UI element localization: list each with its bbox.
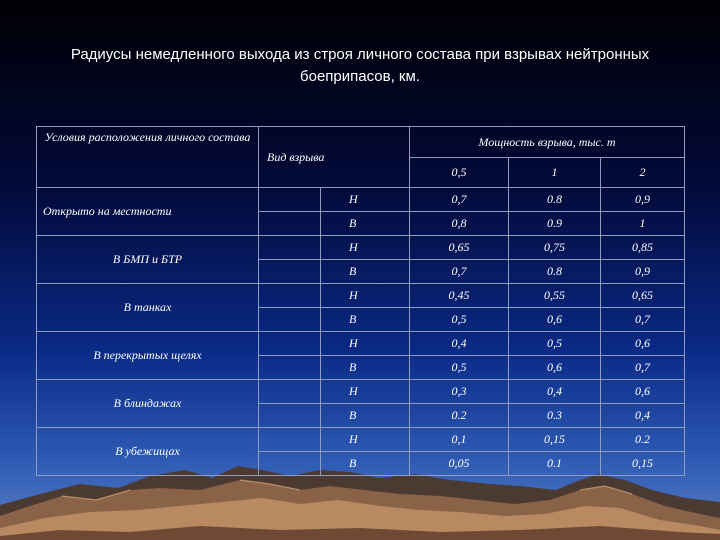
condition-bmp-btr: В БМП и БТР [37,236,259,284]
table-row [37,236,685,260]
value-cell: 0,7 [410,188,509,212]
value-cell: 0.1 [509,452,601,476]
radius-table [36,126,685,476]
table-row [37,332,685,356]
condition-shelters: В убежищах [37,428,259,476]
slide-title [30,44,690,88]
header-explosion-type: Вид взрыва [259,127,410,188]
value-cell: 0,05 [410,452,509,476]
value-cell: 0.8 [509,260,601,284]
table-row [37,428,685,452]
value-cell: 0,65 [601,284,685,308]
value-cell: 0.9 [509,212,601,236]
explosion-type-cell: В [321,212,410,236]
slide-title-line1: Радиусы немедленного выхода из строя личного состава при взрывах нейтронных [70,46,650,63]
value-cell: 0,6 [509,308,601,332]
value-cell: 0,75 [509,236,601,260]
value-cell: 0,6 [601,332,685,356]
condition-dugouts: В блиндажах [37,380,259,428]
explosion-type-cell: В [321,356,410,380]
value-cell: 0,8 [410,212,509,236]
value-cell: 1 [601,212,685,236]
value-cell: 0,85 [601,236,685,260]
table-row [37,380,685,404]
condition-covered-trenches: В перекрытых щелях [37,332,259,380]
value-cell: 0,5 [410,308,509,332]
value-cell: 0,4 [410,332,509,356]
table-row [37,188,685,212]
header-yield-2: 2 [601,158,685,188]
explosion-type-cell: Н [321,428,410,452]
explosion-type-cell: В [321,404,410,428]
value-cell: 0,65 [410,236,509,260]
condition-open-terrain: Открыто на местности [37,188,259,236]
header-power: Мощность взрыва, тыс. т [410,127,685,158]
value-cell: 0,6 [509,356,601,380]
explosion-type-cell: Н [321,332,410,356]
value-cell: 0,6 [601,380,685,404]
explosion-type-cell: В [321,452,410,476]
value-cell: 0,9 [601,260,685,284]
value-cell: 0,4 [601,404,685,428]
value-cell: 0,55 [509,284,601,308]
value-cell: 0.8 [509,188,601,212]
value-cell: 0,45 [410,284,509,308]
value-cell: 0,7 [601,356,685,380]
value-cell: 0,3 [410,380,509,404]
value-cell: 0,5 [509,332,601,356]
slide-title-line2: боеприпасов, км. [300,68,420,85]
value-cell: 0.2 [410,404,509,428]
explosion-type-cell: В [321,308,410,332]
value-cell: 0,15 [601,452,685,476]
explosion-type-cell: Н [321,188,410,212]
value-cell: 0.3 [509,404,601,428]
header-yield-1: 1 [509,158,601,188]
header-conditions: Условия расположения личного состава [37,127,259,188]
condition-tanks: В танках [37,284,259,332]
table-row [37,284,685,308]
header-yield-0-5: 0,5 [410,158,509,188]
value-cell: 0.2 [601,428,685,452]
value-cell: 0,5 [410,356,509,380]
explosion-type-cell: Н [321,236,410,260]
value-cell: 0,1 [410,428,509,452]
value-cell: 0,4 [509,380,601,404]
explosion-type-cell: Н [321,380,410,404]
value-cell: 0,9 [601,188,685,212]
explosion-type-cell: Н [321,284,410,308]
explosion-type-cell: В [321,260,410,284]
value-cell: 0,15 [509,428,601,452]
value-cell: 0,7 [410,260,509,284]
value-cell: 0,7 [601,308,685,332]
